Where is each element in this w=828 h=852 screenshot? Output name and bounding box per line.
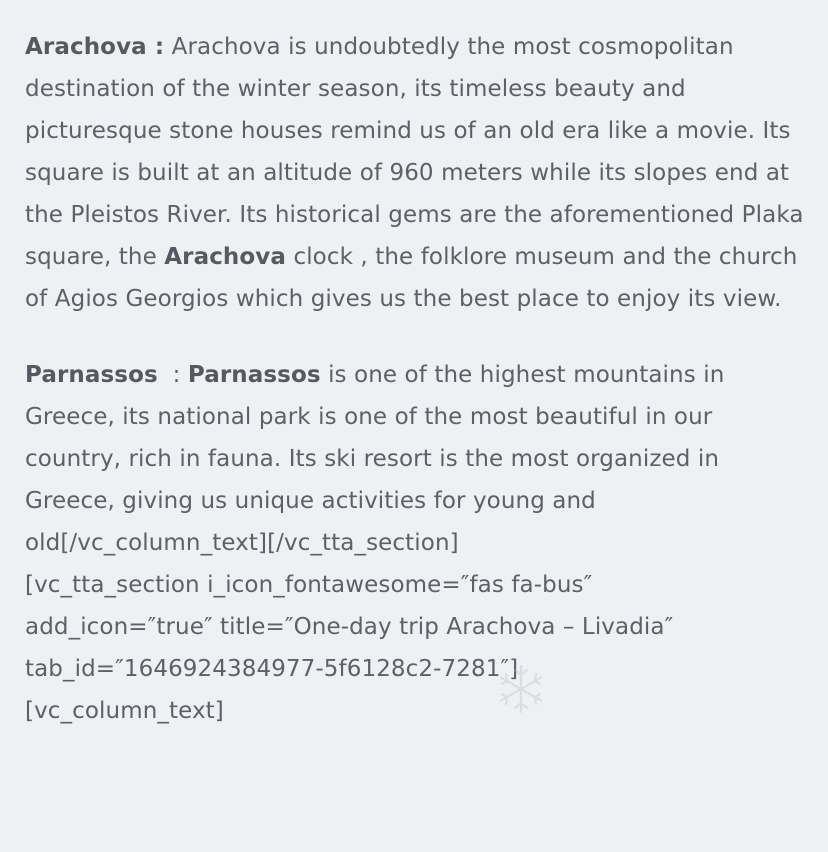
paragraph-arachova bbox=[25, 26, 815, 320]
shortcode-tab-line: tab_id=″1646924384977-5f6128c2-7281″] bbox=[25, 656, 519, 682]
shortcode-attrs-line: add_icon=″true″ title=″One-day trip Arachova – Livadia″ bbox=[25, 614, 674, 640]
bold-parnassos: Parnassos bbox=[187, 362, 321, 388]
term-parnassos: Parnassos bbox=[25, 362, 158, 388]
term-separator: : bbox=[157, 362, 188, 388]
article-text bbox=[25, 26, 815, 732]
paragraph-parnassos bbox=[25, 354, 815, 732]
paragraph-arachova-text-a: Arachova is undoubtedly the most cosmopolitan destination of the winter season, its timeless beauty and picturesque stone houses remind us of an old era like a movie. Its square is built at an altitude of 960 meters while its slopes end at the Pleistos River. Its historical gems are the aforementioned Plaka square, the bbox=[25, 34, 804, 270]
paragraph-arachova-text-b: clock , the folklore museum and the church of Agios Georgios which gives us the best place to enjoy its view. bbox=[25, 244, 798, 312]
shortcode-column-line: [vc_column_text] bbox=[25, 698, 224, 724]
bold-arachova: Arachova bbox=[164, 244, 287, 270]
snowflake-icon bbox=[494, 662, 548, 716]
shortcode-section-line: [vc_tta_section i_icon_fontawesome=″fas fa-bus″ bbox=[25, 572, 593, 598]
paragraph-parnassos-text-a: is one of the highest mountains in Greece, its national park is one of the most beautiful in our country, rich in fauna. Its ski resort is the most organized in Greece, giving us unique activities for young and old[/vc_column_text][/vc_tta_section] bbox=[25, 362, 725, 556]
term-arachova: Arachova : bbox=[25, 34, 165, 60]
